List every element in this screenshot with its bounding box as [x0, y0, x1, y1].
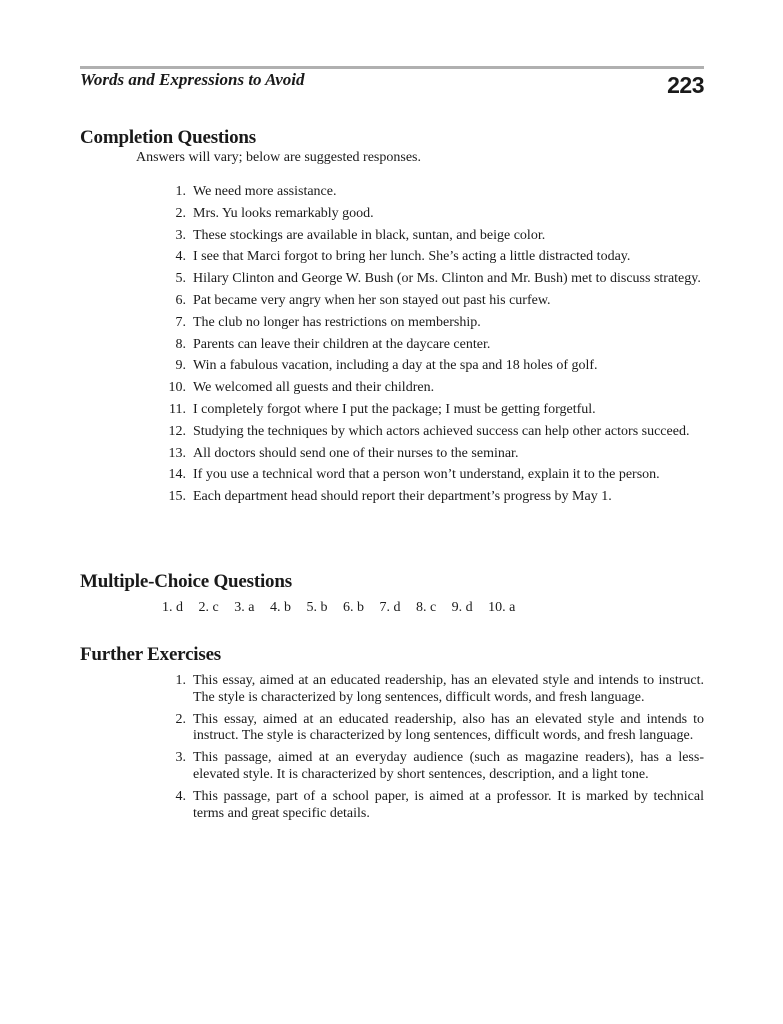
- item-text: We need more assistance.: [193, 184, 337, 199]
- mc-answer: 7. d: [379, 600, 401, 615]
- list-item: [162, 228, 704, 245]
- header-rule: [80, 66, 704, 69]
- item-text: Parents can leave their children at the daycare center.: [193, 336, 491, 352]
- item-text: Each department head should report their department’s progress by May 1.: [193, 489, 612, 505]
- list-item: [162, 206, 704, 223]
- list-item: [162, 789, 704, 822]
- item-text: Win a fabulous vacation, including a day at the spa and 18 holes of golf.: [193, 358, 598, 374]
- list-item: [162, 271, 704, 288]
- item-number: 3.: [175, 227, 186, 243]
- item-text: I completely forgot where I put the package; I must be getting forgetful.: [193, 401, 596, 417]
- mc-answer: 4. b: [269, 600, 291, 615]
- list-item: [162, 315, 704, 332]
- item-number: 12.: [168, 423, 186, 439]
- item-number: 2.: [175, 711, 186, 727]
- completion-list: [162, 184, 704, 511]
- item-number: 5.: [175, 271, 186, 287]
- list-item: [162, 489, 704, 506]
- item-text: Studying the techniques by which actors achieved success can help other actors succeed.: [193, 423, 690, 439]
- item-text: Hilary Clinton and George W. Bush (or Ms. Clinton and Mr. Bush) met to discuss strategy.: [193, 271, 701, 287]
- item-number: 7.: [175, 314, 186, 330]
- completion-intro: Answers will vary; below are suggested responses.: [136, 150, 421, 165]
- list-item: [162, 673, 704, 706]
- item-number: 1.: [175, 673, 186, 688]
- multiple-choice-heading: Multiple-Choice Questions: [80, 571, 292, 592]
- item-number: 4.: [175, 249, 186, 265]
- mc-answer: 1. d: [162, 600, 183, 615]
- list-item: [162, 712, 704, 745]
- item-number: 8.: [175, 336, 186, 352]
- list-item: [162, 750, 704, 783]
- item-text: I see that Marci forgot to bring her lunch. She’s acting a little distracted today.: [193, 249, 631, 265]
- item-text: This passage, aimed at an everyday audience (such as magazine readers), has a less-elevated style. It is characterized by short sentences, description, and a light tone.: [193, 750, 704, 782]
- item-number: 9.: [175, 358, 186, 374]
- list-item: [162, 402, 704, 419]
- list-item: [162, 249, 704, 266]
- item-text: Pat became very angry when her son stayed out past his curfew.: [193, 292, 551, 308]
- running-title: Words and Expressions to Avoid: [80, 70, 305, 89]
- item-number: 6.: [175, 292, 186, 308]
- mc-answer: 6. b: [342, 600, 364, 615]
- item-number: 1.: [175, 184, 186, 199]
- list-item: [162, 184, 704, 201]
- item-text: This essay, aimed at an educated readership, has an elevated style and intends to instruct. The style is characterized by long sentences, difficult words, and fresh language.: [193, 673, 704, 705]
- mc-answer: 2. c: [198, 600, 219, 615]
- item-text: We welcomed all guests and their children.: [193, 380, 435, 396]
- list-item: [162, 358, 704, 375]
- item-text: This essay, aimed at an educated readership, also has an elevated style and intends to instruct. The style is characterized by long sentences, difficult words, and fresh language.: [193, 711, 704, 744]
- list-item: [162, 446, 704, 463]
- list-item: [162, 337, 704, 354]
- item-text: This passage, part of a school paper, is aimed at a professor. It is marked by technical terms and great specific details.: [193, 789, 704, 821]
- page-number: 223: [667, 72, 704, 98]
- further-heading: Further Exercises: [80, 644, 222, 665]
- mc-answer: 5. b: [306, 600, 328, 615]
- list-item: [162, 293, 704, 310]
- further-list: [162, 673, 704, 828]
- item-text: The club no longer has restrictions on membership.: [193, 314, 481, 330]
- list-item: [162, 380, 704, 397]
- completion-heading: Completion Questions: [80, 127, 256, 148]
- list-item: [162, 424, 704, 441]
- item-text: All doctors should send one of their nurses to the seminar.: [193, 445, 519, 461]
- item-text: If you use a technical word that a person won’t understand, explain it to the person.: [193, 467, 660, 483]
- item-number: 15.: [168, 489, 186, 505]
- item-number: 3.: [175, 750, 186, 766]
- item-number: 11.: [169, 401, 186, 417]
- item-number: 2.: [175, 205, 186, 221]
- item-text: These stockings are available in black, suntan, and beige color.: [193, 227, 546, 243]
- mc-answer: 10. a: [488, 600, 516, 615]
- item-number: 4.: [175, 789, 186, 805]
- multiple-choice-answers: [162, 600, 531, 616]
- mc-answer: 9. d: [451, 600, 473, 615]
- item-number: 13.: [168, 445, 186, 461]
- mc-answer: 8. c: [415, 600, 437, 615]
- item-number: 10.: [168, 380, 186, 396]
- item-text: Mrs. Yu looks remarkably good.: [193, 205, 374, 221]
- list-item: [162, 467, 704, 484]
- mc-answer: 3. a: [234, 600, 255, 615]
- item-number: 14.: [168, 467, 186, 483]
